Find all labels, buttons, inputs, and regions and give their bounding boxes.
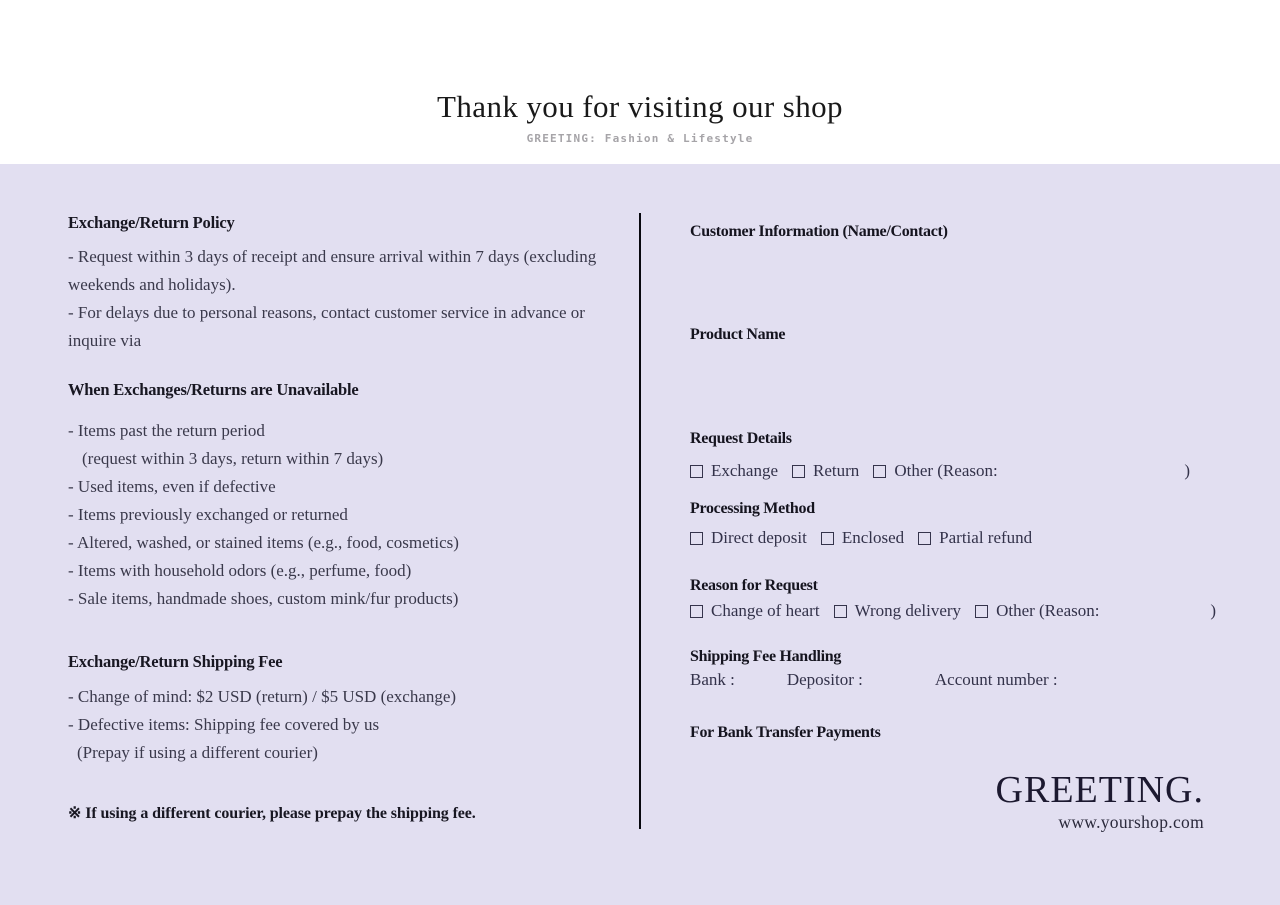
policy-paragraph: - Request within 3 days of receipt and ensure arrival within 7 days (excluding weekends and holidays). <box>68 247 597 294</box>
list-item: (request within 3 days, return within 7 days) <box>82 449 384 468</box>
field-label-customer-info: Customer Information (Name/Contact) <box>690 223 948 240</box>
request-details-options <box>690 459 1190 483</box>
website-url: www.yourshop.com <box>1058 812 1204 832</box>
courier-note: ※ If using a different courier, please prepay the shipping fee. <box>68 805 476 822</box>
brand-logo: GREETING. <box>995 769 1204 811</box>
policy-column <box>68 212 616 823</box>
field-label-product-name: Product Name <box>690 326 786 343</box>
checkbox-exchange[interactable] <box>690 465 703 478</box>
option-label-other-request: Other (Reason: <box>894 461 998 480</box>
option-label-return: Return <box>813 461 860 480</box>
page-title: Thank you for visiting our shop <box>437 89 843 124</box>
processing-method-options <box>690 526 1222 550</box>
option-label-direct-deposit: Direct deposit <box>711 528 807 547</box>
list-item: - Sale items, handmade shoes, custom mink/fur products) <box>68 589 459 608</box>
list-item: - Items previously exchanged or returned <box>68 505 348 524</box>
field-label-processing-method: Processing Method <box>690 500 815 517</box>
column-divider <box>639 213 641 829</box>
depositor-label: Depositor : <box>786 670 863 689</box>
section-heading-unavailable: When Exchanges/Returns are Unavailable <box>68 380 359 399</box>
field-label-shipping-fee-handling: Shipping Fee Handling <box>690 648 842 665</box>
list-item: - Altered, washed, or stained items (e.g., food, cosmetics) <box>68 533 459 552</box>
option-label-exchange: Exchange <box>711 461 779 480</box>
option-label-wrong-delivery: Wrong delivery <box>854 601 962 620</box>
checkbox-return[interactable] <box>792 465 805 478</box>
reason-for-request-options <box>690 599 1216 623</box>
list-item: - Defective items: Shipping fee covered by us <box>68 715 380 734</box>
footer-brand <box>996 770 1204 833</box>
header <box>0 0 1280 164</box>
unavailable-list <box>68 417 616 613</box>
field-label-request-details: Request Details <box>690 430 792 447</box>
section-heading-return-policy: Exchange/Return Policy <box>68 213 235 232</box>
checkbox-other-request[interactable] <box>873 465 886 478</box>
form-column <box>690 222 1222 773</box>
bank-fields-row <box>690 669 1222 691</box>
close-paren: ) <box>1210 601 1216 620</box>
product-name-write-area[interactable] <box>690 345 1222 375</box>
list-item: - Used items, even if defective <box>68 477 276 496</box>
account-number-label: Account number : <box>934 670 1058 689</box>
policy-paragraph: - For delays due to personal reasons, contact customer service in advance or inquire via <box>68 303 585 350</box>
option-label-change-of-heart: Change of heart <box>711 601 820 620</box>
field-label-bank-transfer: For Bank Transfer Payments <box>690 724 881 741</box>
bank-label: Bank : <box>690 670 735 689</box>
page-subtitle: GREETING: Fashion & Lifestyle <box>526 132 754 145</box>
option-label-partial-refund: Partial refund <box>939 528 1033 547</box>
section-heading-shipping-fee: Exchange/Return Shipping Fee <box>68 652 283 671</box>
other-reason-write-area[interactable] <box>1012 462 1185 480</box>
customer-info-write-area[interactable] <box>690 242 1222 272</box>
checkbox-partial-refund[interactable] <box>918 532 931 545</box>
list-item: (Prepay if using a different courier) <box>77 743 318 762</box>
checkbox-other-reason[interactable] <box>975 605 988 618</box>
checkbox-direct-deposit[interactable] <box>690 532 703 545</box>
checkbox-change-of-heart[interactable] <box>690 605 703 618</box>
close-paren: ) <box>1184 461 1190 480</box>
list-item: - Items past the return period <box>68 421 265 440</box>
option-label-enclosed: Enclosed <box>841 528 905 547</box>
checkbox-enclosed[interactable] <box>821 532 834 545</box>
option-label-other-reason: Other (Reason: <box>996 601 1100 620</box>
checkbox-wrong-delivery[interactable] <box>834 605 847 618</box>
list-item: - Items with household odors (e.g., perfume, food) <box>68 561 412 580</box>
shipping-fee-list <box>68 683 616 767</box>
list-item: - Change of mind: $2 USD (return) / $5 USD (exchange) <box>68 687 457 706</box>
other-reason-write-area[interactable] <box>1113 602 1210 620</box>
field-label-reason-for-request: Reason for Request <box>690 577 818 594</box>
